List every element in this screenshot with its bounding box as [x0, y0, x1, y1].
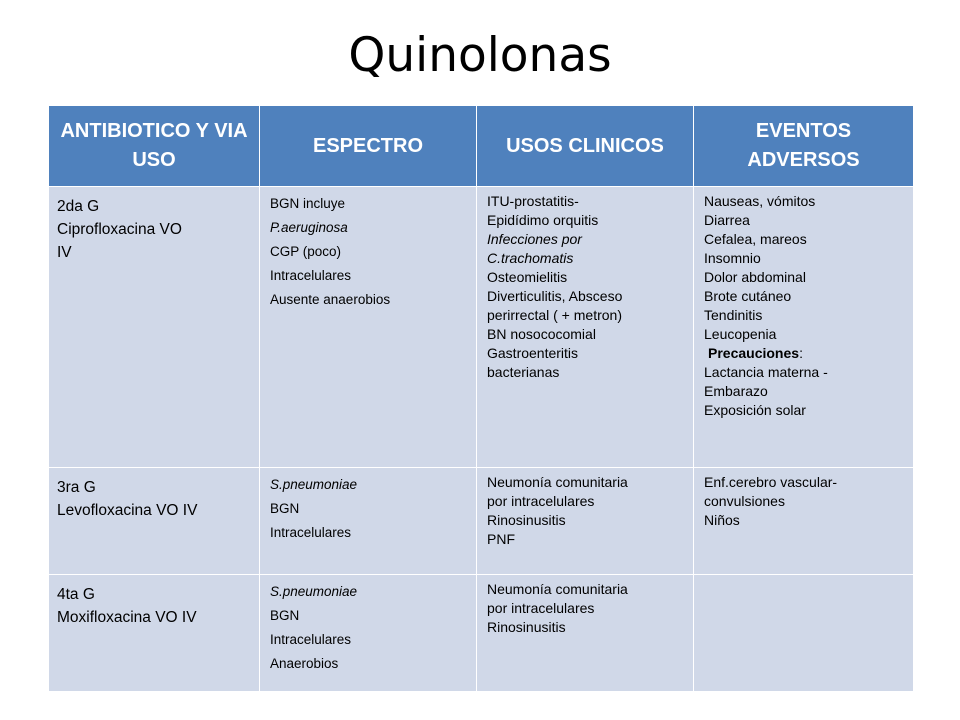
cell-line: Ciprofloxacina VO	[57, 221, 182, 238]
cell-line: Lactancia materna -	[704, 364, 828, 380]
cell-line: Embarazo	[704, 383, 768, 399]
cell-line: 4ta G	[57, 586, 95, 603]
cell-antibiotico	[49, 575, 260, 692]
cell-antibiotico	[49, 187, 260, 468]
cell-line: perirrectal ( + metron)	[487, 307, 622, 323]
cell-line: BN nosococomial	[487, 326, 596, 342]
cell-line: ITU-prostatitis-	[487, 193, 579, 209]
cell-line: S.pneumoniae	[270, 584, 358, 599]
header-eventos-adversos: EVENTOS ADVERSOS	[694, 106, 914, 187]
cell-line: Gastroenteritis	[487, 345, 579, 361]
cell-line: Intracelulares	[270, 268, 352, 283]
cell-line: Rinosinusitis	[487, 619, 566, 635]
cell-line: Levofloxacina VO IV	[57, 502, 198, 519]
cell-line: PNF	[487, 531, 515, 547]
slide-title: Quinolonas	[348, 28, 612, 83]
header-antibiotico: ANTIBIOTICO Y VIA USO	[49, 106, 260, 187]
cell-line: por intracelulares	[487, 600, 595, 616]
cell-eventos-empty	[694, 575, 914, 692]
cell-usos	[477, 575, 694, 692]
cell-line: IV	[57, 244, 72, 261]
cell-line: 2da G	[57, 198, 100, 215]
precauciones-line	[704, 344, 905, 363]
cell-line: Dolor abdominal	[704, 269, 806, 285]
quinolonas-table	[48, 105, 914, 692]
cell-line: Intracelulares	[270, 525, 352, 540]
cell-espectro	[260, 468, 477, 575]
precauciones-label: Precauciones	[708, 345, 800, 361]
cell-line: por intracelulares	[487, 493, 595, 509]
cell-line: bacterianas	[487, 364, 560, 380]
cell-espectro	[260, 575, 477, 692]
cell-line: Anaerobios	[270, 656, 339, 671]
cell-espectro	[260, 187, 477, 468]
cell-line: S.pneumoniae	[270, 477, 358, 492]
cell-usos	[477, 187, 694, 468]
cell-line: Insomnio	[704, 250, 761, 266]
table-row	[49, 468, 914, 575]
cell-line: Tendinitis	[704, 307, 763, 323]
cell-antibiotico	[49, 468, 260, 575]
cell-line: Enf.cerebro vascular-	[704, 474, 838, 490]
header-espectro: ESPECTRO	[260, 106, 477, 187]
table-row	[49, 575, 914, 692]
cell-line: 3ra G	[57, 479, 96, 496]
cell-line: CGP (poco)	[270, 244, 342, 259]
cell-line: Leucopenia	[704, 326, 777, 342]
cell-line: convulsiones	[704, 493, 785, 509]
cell-line: Osteomielitis	[487, 269, 568, 285]
cell-line: Diverticulitis, Absceso	[487, 288, 623, 304]
cell-line: Infecciones por	[487, 231, 582, 247]
cell-line: BGN	[270, 608, 300, 623]
cell-line: P.aeruginosa	[270, 220, 348, 235]
cell-line: Cefalea, mareos	[704, 231, 807, 247]
cell-line: Brote cutáneo	[704, 288, 792, 304]
cell-eventos	[694, 187, 914, 468]
cell-line: Neumonía comunitaria	[487, 474, 628, 490]
precauciones-colon: :	[799, 345, 803, 361]
cell-line: Neumonía comunitaria	[487, 581, 628, 597]
cell-line: Niños	[704, 512, 740, 528]
cell-eventos	[694, 468, 914, 575]
cell-line: C.trachomatis	[487, 250, 574, 266]
cell-line: BGN	[270, 501, 300, 516]
cell-line: Intracelulares	[270, 632, 352, 647]
cell-line: Moxifloxacina VO IV	[57, 609, 197, 626]
cell-line: Rinosinusitis	[487, 512, 566, 528]
header-usos-clinicos: USOS CLINICOS	[477, 106, 694, 187]
table-header-row	[49, 106, 914, 187]
cell-usos	[477, 468, 694, 575]
cell-line: Ausente anaerobios	[270, 292, 391, 307]
cell-line: BGN incluye	[270, 196, 346, 211]
cell-line: Exposición solar	[704, 402, 806, 418]
cell-line: Nauseas, vómitos	[704, 193, 816, 209]
table-row	[49, 187, 914, 468]
cell-line: Epidídimo orquitis	[487, 212, 599, 228]
cell-line: Diarrea	[704, 212, 750, 228]
